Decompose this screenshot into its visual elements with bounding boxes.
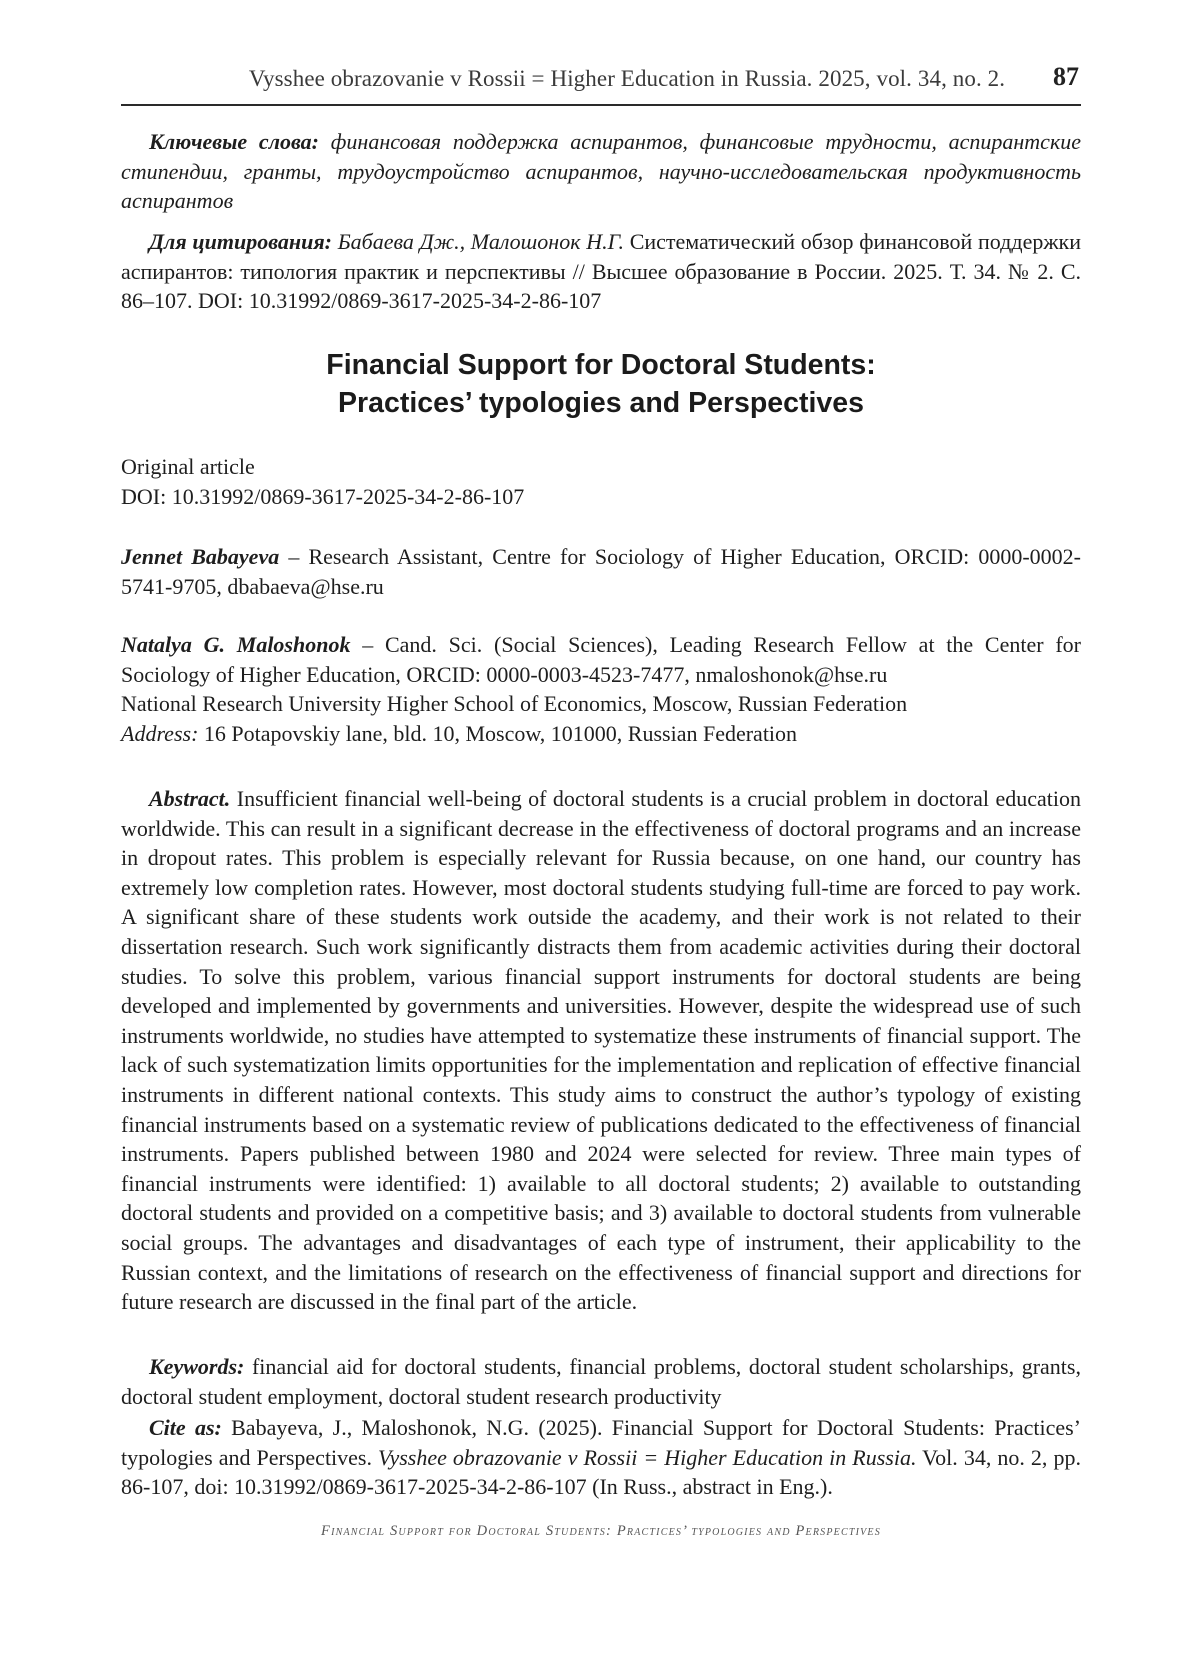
abstract-text: Insufficient financial well-being of doctoral students is a crucial problem in doctoral education worldwide. This can result in a significant decrease in the effectiveness of doctoral programs and an increase in dropout rates. This problem is especially relevant for Russia because, on one hand, our country has extremely low completion rates. However, most doctoral students studying full-time are forced to pay work. A significant share of these students work outside the academy, and their work is not related to their dissertation research. Such work significantly distracts them from academic activities during their doctoral studies. To solve this problem, various financial support instruments for doctoral students are being developed and implemented by governments and universities. However, despite the widespread use of such instruments worldwide, no studies have attempted to systematize these instruments of financial support. The lack of such systematization limits opportunities for the implementation and replication of effective financial instruments in different national contexts. This study aims to construct the author’s typology of existing financial instruments based on a systematic review of publications dedicated to the effectiveness of financial instruments. Papers published between 1980 and 2024 were selected for review. Three main types of financial instruments were identified: 1) available to all doctoral students; 2) available to outstanding doctoral students and provided on a competitive basis; and 3) available to doctoral students from vulnerable social groups. The advantages and disadvantages of each type of instrument, their applicability to the Russian context, and the limitations of research on the effectiveness of financial support and directions for future research are discussed in the final part of the article. xyxy=(121,786,1081,1315)
cite-as-text-after: Vol. 34, no. 2, pp. 86-107, doi: 10.31992/0869-3617-2025-34-2-86-107 (In Russ., abstract in Eng.). xyxy=(121,1444,1081,1499)
address-label: Address: xyxy=(121,720,199,746)
russian-keywords-text: финансовая поддержка аспирантов, финансовые трудности, аспирантские стипендии, гранты, трудоустройство аспирантов, научно-исследовательская продуктивность аспирантов xyxy=(121,129,1082,213)
russian-keywords-label: Ключевые слова: xyxy=(149,129,319,154)
keywords-label: Keywords: xyxy=(149,1354,245,1379)
article-title-line-1: Financial Support for Doctoral Students: xyxy=(326,349,876,381)
keywords-text: financial aid for doctoral students, financial problems, doctoral student scholarships, grants, doctoral student employment, doctoral student research productivity xyxy=(121,1354,1081,1409)
cite-as-journal: Vysshee obrazovanie v Rossii = Higher Education in Russia. xyxy=(378,1444,917,1470)
article-meta xyxy=(121,452,1081,511)
russian-citation-authors: Бабаева Дж., Малошонок Н.Г. xyxy=(337,229,624,254)
author-name: Jennet Babayeva xyxy=(121,544,280,569)
article-title xyxy=(121,346,1081,422)
russian-keywords xyxy=(121,127,1081,216)
author-name: Natalya G. Maloshonok xyxy=(121,632,351,657)
cite-as-text-before: Babayeva, J., Maloshonok, N.G. (2025). Financial Support for Doctoral Students: Practices’ typologies and Perspectives. xyxy=(121,1415,1081,1470)
address-text: 16 Potapovskiy lane, bld. 10, Moscow, 101000, Russian Federation xyxy=(198,720,798,746)
russian-citation xyxy=(121,227,1081,316)
author-entry xyxy=(121,630,1081,689)
cite-as xyxy=(121,1413,1081,1502)
article-title-line-2: Practices’ typologies and Perspectives xyxy=(338,387,864,419)
russian-citation-label: Для цитирования: xyxy=(149,229,332,254)
author-entry-with-affiliation xyxy=(121,630,1081,748)
author-details: – Research Assistant, Centre for Sociology of Higher Education, ORCID: 0000-0002-5741-9705, dbabaeva@hse.ru xyxy=(121,544,1082,599)
author-entry xyxy=(121,542,1081,601)
running-footer: Financial Support for Doctoral Students: Practices’ typologies and Perspectives xyxy=(321,1523,881,1539)
affiliation: National Research University Higher School of Economics, Moscow, Russian Federation xyxy=(121,691,908,716)
journal-name: Vysshee obrazovanie v Rossii = Higher Education in Russia. 2025, vol. 34, no. 2. xyxy=(248,66,1006,91)
article-doi: DOI: 10.31992/0869-3617-2025-34-2-86-107 xyxy=(121,483,525,509)
abstract-label: Abstract. xyxy=(149,786,231,811)
russian-citation-text: Систематический обзор финансовой поддержки аспирантов: типология практик и перспективы // Высшее образование в России. 2025. Т. 34. № 2. С. 86–107. DOI: 10.31992/0869-3617-2025-34-2-86-107 xyxy=(121,229,1081,313)
abstract xyxy=(121,784,1081,1317)
cite-as-label: Cite as: xyxy=(149,1415,222,1440)
running-header xyxy=(121,60,1081,106)
keywords xyxy=(121,1352,1081,1411)
address xyxy=(121,719,1081,749)
author-details: – Cand. Sci. (Social Sciences), Leading Research Fellow at the Center for Sociology of Higher Education, ORCID: 0000-0003-4523-7477, nmaloshonok@hse.ru xyxy=(121,632,1081,687)
page-number: 87 xyxy=(1053,62,1079,91)
article-type: Original article xyxy=(121,454,255,479)
